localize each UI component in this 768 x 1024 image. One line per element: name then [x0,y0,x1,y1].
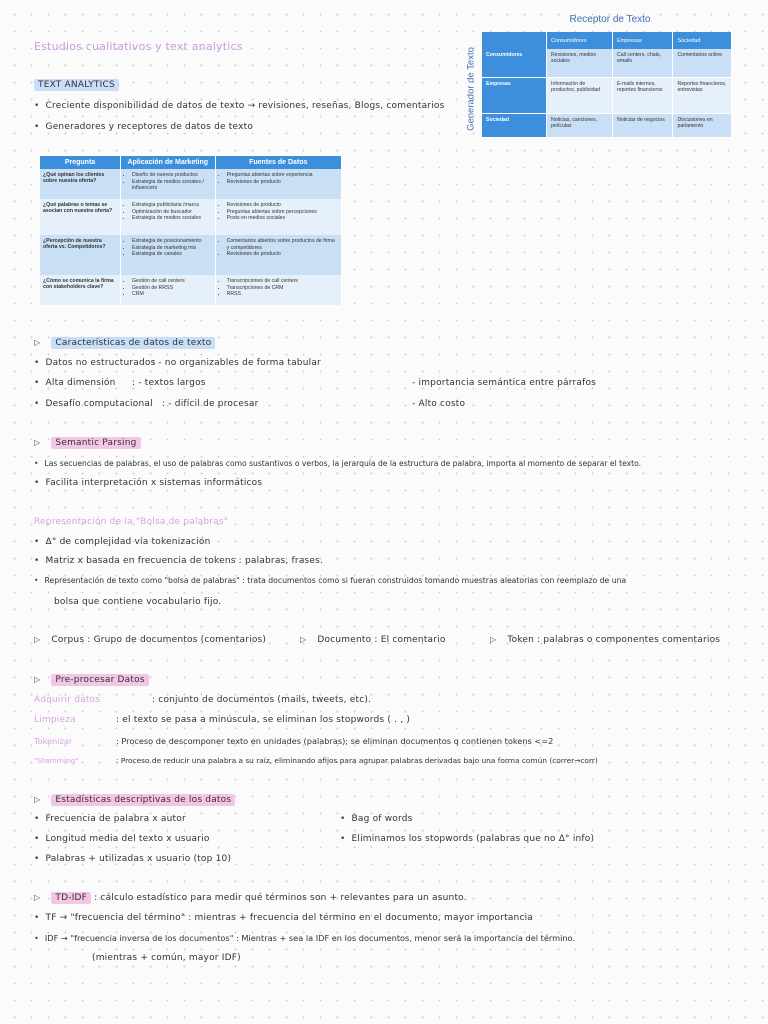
list-item: • Comentarios abiertos sobre productos de firma y competidores [227,238,338,251]
definition-corpus [34,635,266,645]
sources-cell [215,199,341,235]
column-header: Pregunta [40,156,121,169]
process-term: "Stemming" [34,756,79,765]
section-heading-label: TEXT ANALYTICS [34,79,119,91]
process-step [34,736,553,746]
process-term: Adquirir datos [34,695,101,705]
question-cell: ¿Cómo se comunica la firma con stakeholders clave? [40,275,121,305]
list-item: • Gestión de call centers [132,278,212,285]
table-cell: Reportes financieros, entrevistas [673,77,732,113]
process-text: : el texto se pasa a minúscula, se eliminan los stopwords ( . , ) [116,715,411,725]
list-item: • Estrategia de marketing mix [132,245,212,252]
table-cell: Revisiones, medios sociales [547,49,613,77]
definition-term: Documento [317,635,372,645]
receptor-table-figure [465,14,734,131]
bullet-item: • Frecuencia de palabra x autor [34,814,186,824]
column-header: Aplicación de Marketing [121,156,216,169]
section-heading-preproceso [34,675,149,685]
bullet-item: • Bag of words [340,814,413,824]
table-cell: Noticias, canciones, películas [547,113,613,137]
bullet-detail: - Alto costo [412,399,466,409]
section-heading-label: Características de datos de texto [51,337,215,349]
sources-cell [215,275,341,305]
marketing-table [40,156,342,305]
bullet-item: • TF → "frecuencia del término" : mientras + frecuencia del término en el documento, mayor importancia [34,913,533,923]
list-item: • Transcripciones de CRM [227,285,338,292]
bullet-continuation: bolsa que contiene vocabulario fijo. [54,597,222,607]
table-cell: Comentarios online [673,49,732,77]
definition-term: Corpus [51,635,85,645]
section-heading-bolsa: Representación de la "Bolsa de palabras" [34,517,229,527]
row-header: Consumidores [482,49,547,77]
bullet-detail: : - difícil de procesar [162,399,259,409]
definition-text: : El comentario [374,635,446,645]
side-label-wrapper [464,36,478,142]
list-item: • Posts en medios sociales [227,215,338,222]
column-header: Consumidores [547,32,613,49]
process-term: Limpieza [34,715,76,725]
apps-cell [121,169,216,199]
apps-cell [121,275,216,305]
table-cell: Noticias de negocios [612,113,672,137]
bullet-item: • Creciente disponibilidad de datos de texto → revisiones, reseñas, Blogs, comentarios [34,101,444,111]
list-item: • Estrategia publicitaria /marca [132,202,212,209]
process-term: Tokenizar [34,736,73,746]
section-heading-text-analytics [34,80,119,90]
list-item: • Transcripciones de call centers [227,278,338,285]
section-heading-label: Pre-procesar Datos [51,674,148,686]
definition-text: : Grupo de documentos (comentarios) [87,635,267,645]
list-item: • Revisiones de producto [227,202,338,209]
table-cell: Call centers, chats, emails [612,49,672,77]
question-cell: ¿Qué palabras o temas se asocian con nuestra oferta? [40,199,121,235]
bullet-item: • Alta dimensión [34,378,116,388]
definition-documento [300,635,446,645]
list-item: • Preguntas abiertas sobre experiencia [227,172,338,179]
receptor-table [482,32,732,138]
list-item: • RRSS [227,291,338,298]
section-heading-caracteristicas [34,338,215,348]
bullet-detail: : - textos largos [132,378,206,388]
sources-cell [215,235,341,275]
column-header: Sociedad [673,32,732,49]
bullet-item: • Palabras + utilizadas x usuario (top 10) [34,854,231,864]
bullet-item: • Facilita interpretación x sistemas informáticos [34,478,262,488]
sources-cell [215,169,341,199]
question-cell: ¿Percepción de nuestra oferta vs. Competidores? [40,235,121,275]
list-item: • Revisiones de producto [227,251,338,258]
apps-cell [121,235,216,275]
list-item: • Estrategia de canales [132,251,212,258]
section-heading-estadisticas [34,795,235,805]
bullet-item: • Generadores y receptores de datos de texto [34,122,253,132]
bullet-item: • Eliminamos los stopwords (palabras que no Δ° info) [340,834,594,844]
bullet-item: • Las secuencias de palabras, el uso de palabras como sustantivos o verbos, la jerarquía de la estructura de palabra, importa al momento de separar el texto. [34,459,641,468]
column-header: Fuentes de Datos [215,156,341,169]
section-heading-label: Estadísticas descriptivas de los datos [51,794,235,806]
bullet-item: • Matriz x basada en frecuencia de tokens : palabras, frases. [34,556,323,566]
column-header: Empresas [612,32,672,49]
table-cell: E-mails internos, reportes financieros [612,77,672,113]
bullet-detail: - importancia semántica entre párrafos [412,378,597,388]
bullet-item: • Representación de texto como "bolsa de palabras" : trata documentos como si fueran construidos tomando muestras aleatorias con reemplazo de una [34,576,626,585]
list-item: • CRM [132,291,212,298]
bullet-detail: : - no organizables de forma tabular [152,358,321,368]
process-text: : conjunto de documentos (mails, tweets, etc). [152,695,372,705]
definition-token [490,635,720,645]
list-item: • Revisiones de producto [227,179,338,186]
bullet-item: • IDF → "frecuencia inversa de los documentos" : Mientras + sea la IDF en los documentos, menor será la importancia del término. [34,933,575,943]
table-cell: Información de productos, publicidad [547,77,613,113]
receptor-table-title: Receptor de Texto [569,14,651,25]
bullet-item: • Δ° de complejidad vía tokenización [34,537,211,547]
corner-cell [482,32,547,49]
bullet-item: • Desafío computacional [34,399,153,409]
row-header: Sociedad [482,113,547,137]
process-text: : Proceso de reducir una palabra a su raíz, eliminando afijos para agrupar palabras derivadas bajo una forma común (correr→corr) [116,756,598,765]
generator-side-label: Generador de Texto [465,47,477,131]
list-item: • Gestión de RRSS [132,285,212,292]
section-heading-label: Semantic Parsing [51,437,140,449]
definition-text: : palabras o componentes comentarios [537,635,721,645]
process-text: : Proceso de descomponer texto en unidades (palabras); se eliminan documentos q contienen tokens <=2 [116,736,554,746]
process-step [34,756,598,765]
list-item: • Diseño de nuevos productos [132,172,212,179]
tfidf-intro: : cálculo estadístico para medir qué términos son + relevantes para un asunto. [94,893,467,903]
process-step [34,715,410,725]
list-item: • Preguntas abiertas sobre percepciones [227,209,338,216]
process-step [34,695,371,705]
question-cell: ¿Qué opinan los clientes sobre nuestra oferta? [40,169,121,199]
list-item: • Estrategia de medios sociales / influencers [132,179,212,192]
bullet-item: • Longitud media del texto x usuario [34,834,210,844]
definition-term: Token [507,635,535,645]
section-heading-semantic [34,438,141,448]
bullet-item: • Datos no estructurados [34,358,155,368]
row-header: Empresas [482,77,547,113]
table-cell: Discusiones en parlamento [673,113,732,137]
list-item: • Estrategia de posicionamiento [132,238,212,245]
apps-cell [121,199,216,235]
bullet-continuation: (mientras + común, mayor IDF) [92,953,241,963]
section-heading-tfidf [34,893,467,903]
list-item: • Optimización de buscador [132,209,212,216]
list-item: • Estrategia de medios sociales [132,215,212,222]
page-title: Estudios cualitativos y text analytics [34,40,243,53]
section-heading-label: TD-IDF [51,892,91,904]
